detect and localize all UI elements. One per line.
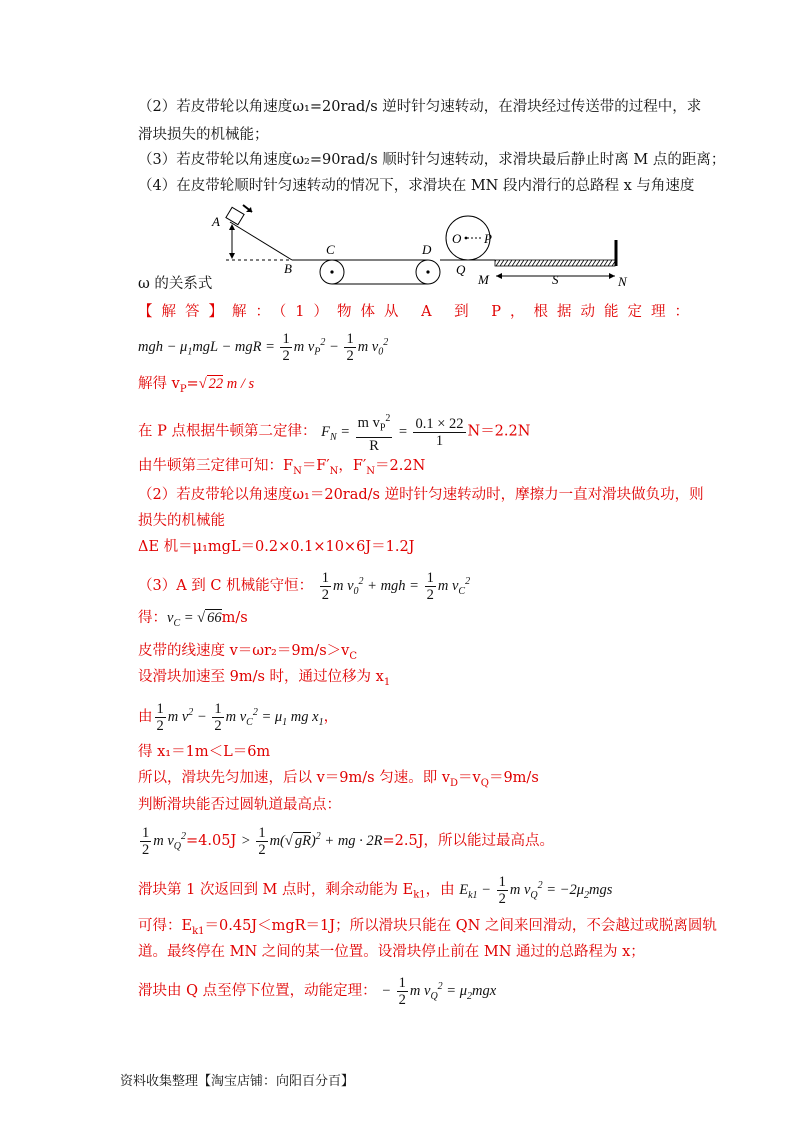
question-2-line2: 滑块损失的机械能； <box>138 127 269 143</box>
uniform-speed: 所以，滑块先匀加速，后以 v＝9m/s 匀速。即 $v_D=v_Q=9m/s$ <box>138 770 539 789</box>
label-s: S <box>552 272 559 287</box>
answer-heading: 【解答】解：（1）物体从 A 到 P，根据动能定理： <box>138 304 699 320</box>
question-3: （3）若皮带轮以角速度ω₂=90rad/s 顺时针匀速转动，求滑块最后静止时离 M 点的距离； <box>138 152 726 168</box>
physics-diagram <box>200 200 640 288</box>
vc-result: 得：$v_C$ = √ 66m/s <box>138 610 248 629</box>
question-4-line1: （4）在皮带轮顺时针匀速转动的情况下，求滑块在 MN 段内滑行的总路程 x 与角速度 <box>138 178 695 194</box>
x1-result: 得 x₁＝1m＜L＝6m <box>138 744 271 760</box>
label-d: D <box>422 242 432 257</box>
rough-section-mn <box>495 260 615 266</box>
part2-line2: 损失的机械能 <box>138 513 225 529</box>
accel-distance: 设滑块加速至 9m/s 时，通过位移为 $x_1$ <box>138 669 391 688</box>
solve-vp: 解得 $v_P=√$ 22 m / s <box>138 376 255 395</box>
newton-second-law: 在 P 点根据牛顿第二定律： $F_N$ = $\frac{m v_P^2}{R}$ = $\frac{0.1 \times 22}{1}$ N＝2.2N <box>138 413 531 454</box>
part3-energy: （3）A 到 C 机械能守恒： $\frac{1}{2}$ m $v_0^2$ + mgh = $\frac{1}{2}$ m $v_C^2$ <box>138 570 471 603</box>
equation-x1: 由 $\frac{1}{2}$ m $v^2$ − $\frac{1}{2}$ m $v_C^2 = \mu_1$ mg $x_1$， <box>138 701 339 734</box>
label-p: P <box>484 231 492 246</box>
belt-speed: 皮带的线速度 $v=\omega r_2=9m/s>v_C$ <box>138 643 358 662</box>
judge-top: 判断滑块能否过圆轨道最高点： <box>138 797 341 813</box>
label-b: B <box>284 261 292 276</box>
conclusion-line2: 道。最终停在 MN 之间的某一位置。设滑块停止前在 MN 通过的总路程为 x； <box>138 944 645 960</box>
part2-line1: （2）若皮带轮以角速度ω₁＝20rad/s 逆时针匀速转动时，摩擦力一直对滑块做负功，则 <box>138 487 704 503</box>
label-c: C <box>326 242 335 257</box>
return-to-m: 滑块第 1 次返回到 M 点时，剩余动能为 $E_{k1}$，由 $E_{k1}$ − $\frac{1}{2}$ m $v_Q^2 = -2\mu_2mgs$ <box>138 874 613 907</box>
page-footer: 资料收集整理【淘宝店铺：向阳百分百】 <box>120 1074 355 1089</box>
part2-line3: ΔE 机＝μ₁mgL＝0.2×0.1×10×6J＝1.2J <box>138 539 415 555</box>
conclusion-line1: 可得：$E_{k1}=0.45J<mgR=1J$；所以滑块只能在 QN 之间来回滑动，不会越过或脱离圆轨 <box>138 918 717 937</box>
slider-block <box>226 207 244 224</box>
equation-energy: mgh − $\mu_1mgL$ − mgR = $\frac{1}{2}$ m $v_P^2$ − $\frac{1}{2}$ m $v_0^2$ <box>138 331 389 364</box>
question-4-line2: ω 的关系式 <box>138 276 213 292</box>
label-o: O <box>452 231 462 246</box>
label-m: M <box>478 272 489 287</box>
question-2-line1: （2）若皮带轮以角速度ω₁=20rad/s 逆时针匀速转动，在滑块经过传送带的过程中，求 <box>138 99 702 115</box>
top-point-check: $\frac{1}{2}$ m $v_Q^2=4.05J$ > $\frac{1}{2}$ m(√ gR)$^2$ + mg · 2R=2.5J，所以能过最高点。 <box>142 825 555 858</box>
label-n: N <box>618 274 627 288</box>
newton-third-law: 由牛顿第三定律可知：$F_N=F'_N$，$F'_N=2.2N$ <box>138 458 426 477</box>
final-energy-theorem: 滑块由 Q 点至停下位置，动能定理： − $\frac{1}{2}$ m $v_Q^2 = \mu_2mgx$ <box>138 975 497 1008</box>
label-q: Q <box>456 262 466 277</box>
label-a: A <box>212 214 220 229</box>
